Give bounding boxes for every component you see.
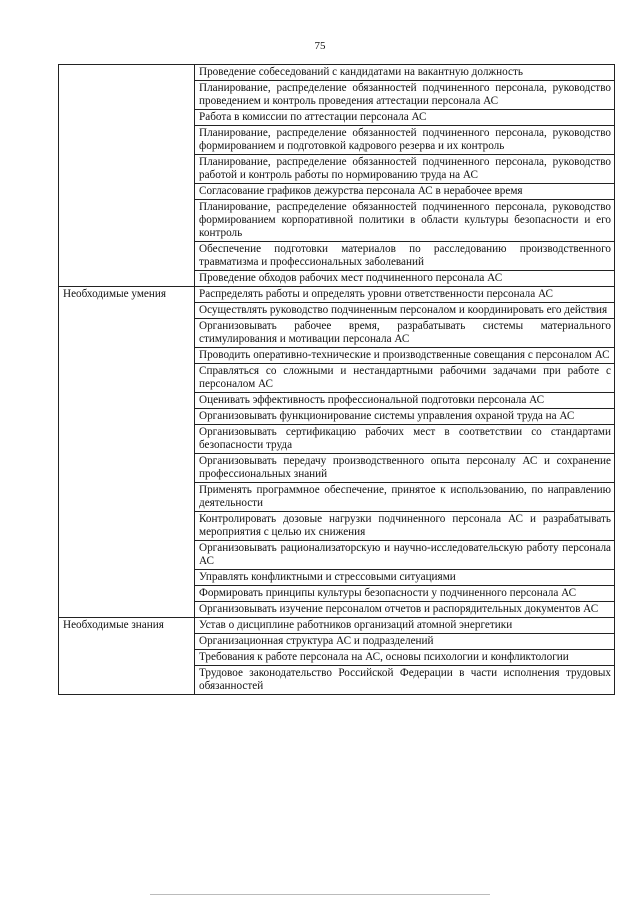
requirement-item: Требования к работе персонала на АС, основы психологии и конфликтологии — [195, 650, 615, 666]
competency-table — [58, 64, 615, 695]
requirement-item: Организовывать рабочее время, разрабатывать системы материального стимулирования и мотивации персонала АС — [195, 319, 615, 348]
requirement-item: Организовывать изучение персоналом отчетов и распорядительных документов АС — [195, 602, 615, 618]
requirement-item: Распределять работы и определять уровни ответственности персонала АС — [195, 287, 615, 303]
requirement-item: Трудовое законодательство Российской Федерации в части исполнения трудовых обязанностей — [195, 666, 615, 695]
requirement-item: Организовывать функционирование системы управления охраной труда на АС — [195, 409, 615, 425]
requirement-item: Применять программное обеспечение, принятое к использованию, по направлению деятельности — [195, 483, 615, 512]
page-number: 75 — [314, 40, 326, 52]
requirement-item: Планирование, распределение обязанностей подчиненного персонала, руководство работой и контроль работы по нормированию труда на АС — [195, 155, 615, 184]
requirement-item: Работа в комиссии по аттестации персонала АС — [195, 110, 615, 126]
table-row — [59, 287, 615, 303]
requirement-item: Согласование графиков дежурства персонала АС в нерабочее время — [195, 184, 615, 200]
requirement-item: Проведение собеседований с кандидатами на вакантную должность — [195, 65, 615, 81]
requirement-item: Организовывать рационализаторскую и научно-исследовательскую работу персонала АС — [195, 541, 615, 570]
section-label — [59, 65, 195, 287]
requirement-item: Организовывать сертификацию рабочих мест в соответствии со стандартами безопасности труда — [195, 425, 615, 454]
requirement-item: Планирование, распределение обязанностей подчиненного персонала, руководство проведением и контроль проведения аттестации персонала АС — [195, 81, 615, 110]
requirement-item: Контролировать дозовые нагрузки подчиненного персонала АС и разрабатывать мероприятия с целью их снижения — [195, 512, 615, 541]
requirement-item: Организационная структура АС и подразделений — [195, 634, 615, 650]
requirement-item: Организовывать передачу производственного опыта персоналу АС и сохранение профессиональных знаний — [195, 454, 615, 483]
table-row — [59, 65, 615, 81]
page-bottom-rule — [150, 894, 490, 895]
requirement-item: Обеспечение подготовки материалов по расследованию производственного травматизма и профессиональных заболеваний — [195, 242, 615, 271]
requirement-item: Справляться со сложными и нестандартными рабочими задачами при работе с персоналом АС — [195, 364, 615, 393]
requirement-item: Осуществлять руководство подчиненным персоналом и координировать его действия — [195, 303, 615, 319]
requirement-item: Проводить оперативно-технические и производственные совещания с персоналом АС — [195, 348, 615, 364]
requirement-item: Формировать принципы культуры безопасности у подчиненного персонала АС — [195, 586, 615, 602]
competency-table-body — [59, 65, 615, 695]
requirement-item: Проведение обходов рабочих мест подчиненного персонала АС — [195, 271, 615, 287]
requirement-item: Планирование, распределение обязанностей подчиненного персонала, руководство формированием и подготовкой кадрового резерва и их контроль — [195, 126, 615, 155]
requirement-item: Оценивать эффективность профессиональной подготовки персонала АС — [195, 393, 615, 409]
requirement-item: Планирование, распределение обязанностей подчиненного персонала, руководство формированием корпоративной политики в области культуры безопасности и его контроль — [195, 200, 615, 242]
requirement-item: Управлять конфликтными и стрессовыми ситуациями — [195, 570, 615, 586]
table-row — [59, 618, 615, 634]
requirement-item: Устав о дисциплине работников организаций атомной энергетики — [195, 618, 615, 634]
section-label: Необходимые знания — [59, 618, 195, 695]
section-label: Необходимые умения — [59, 287, 195, 618]
